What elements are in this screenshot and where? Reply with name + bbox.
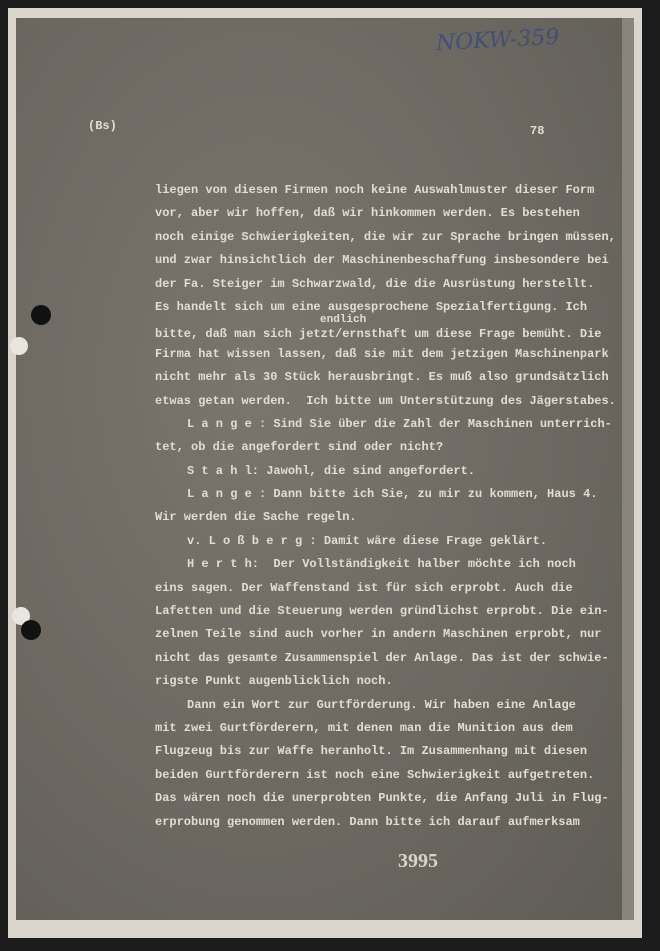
typist-initials: (Bs)	[88, 119, 117, 133]
text-line: Das wären noch die unerprobten Punkte, die Anfang Juli in Flug-	[155, 791, 609, 806]
text-line: Es handelt sich um eine ausgesprochene Spezialfertigung. Ich	[155, 299, 588, 314]
text-line: Flugzeug bis zur Waffe heranholt. Im Zusammenhang mit diesen	[155, 744, 588, 759]
text-line: nicht das gesamte Zusammenspiel der Anlage. Das ist der schwie-	[155, 650, 609, 665]
text-line: und zwar hinsichtlich der Maschinenbeschaffung insbesondere bei	[155, 253, 609, 268]
page-number: 78	[530, 124, 545, 138]
text-line: beiden Gurtförderern ist noch eine Schwierigkeit aufgetreten.	[155, 767, 595, 782]
text-line: Wir werden die Sache regeln.	[155, 510, 357, 525]
text-line: Lafetten und die Steuerung werden gründlichst erprobt. Die ein-	[155, 604, 609, 619]
text-line: nicht mehr als 30 Stück herausbringt. Es muß also grundsätzlich	[155, 370, 609, 385]
text-line: eins sagen. Der Waffenstand ist für sich erprobt. Auch die	[155, 580, 573, 595]
punch-hole	[31, 305, 51, 325]
text-line: zelnen Teile sind auch vorher in andern Maschinen erprobt, nur	[155, 627, 602, 642]
text-line: der Fa. Steiger im Schwarzwald, die die Ausrüstung herstellt.	[155, 276, 595, 291]
text-line: S t a h l: Jawohl, die sind angefordert.	[187, 463, 476, 478]
text-line: tet, ob die angefordert sind oder nicht?	[155, 440, 444, 455]
text-line: L a n g e : Dann bitte ich Sie, zu mir zu kommen, Haus 4.	[187, 487, 598, 502]
punch-hole	[10, 337, 28, 355]
stamp-number: 3995	[398, 850, 438, 872]
text-line: etwas getan werden. Ich bitte um Unterstützung des Jägerstabes.	[155, 393, 616, 408]
text-line: noch einige Schwierigkeiten, die wir zur Sprache bringen müssen,	[155, 229, 616, 244]
text-line: erprobung genommen werden. Dann bitte ich darauf aufmerksam	[155, 814, 580, 829]
text-line: Firma hat wissen lassen, daß sie mit dem jetzigen Maschinenpark	[155, 346, 609, 361]
text-line: L a n g e : Sind Sie über die Zahl der Maschinen unterrich-	[187, 416, 612, 431]
text-line: Dann ein Wort zur Gurtförderung. Wir haben eine Anlage	[187, 697, 576, 712]
handwritten-reference: NOKW-359	[435, 24, 560, 57]
text-line: liegen von diesen Firmen noch keine Auswahlmuster dieser Form	[155, 183, 595, 197]
text-line: bitte, daß man sich jetzt/ernsthaft um diese Frage bemüht. Die	[155, 326, 602, 341]
document-body	[155, 182, 615, 837]
punch-hole	[21, 620, 41, 640]
interlinear-insertion: endlich	[320, 313, 367, 326]
text-line: H e r t h: Der Vollständigkeit halber möchte ich noch	[187, 557, 576, 572]
page-edge	[622, 18, 634, 920]
text-line: vor, aber wir hoffen, daß wir hinkommen werden. Es bestehen	[155, 206, 580, 221]
text-line: rigste Punkt augenblicklich noch.	[155, 674, 393, 689]
text-line: mit zwei Gurtförderern, mit denen man die Munition aus dem	[155, 721, 573, 735]
text-line: v. L o ß b e r g : Damit wäre diese Frage geklärt.	[187, 533, 548, 548]
